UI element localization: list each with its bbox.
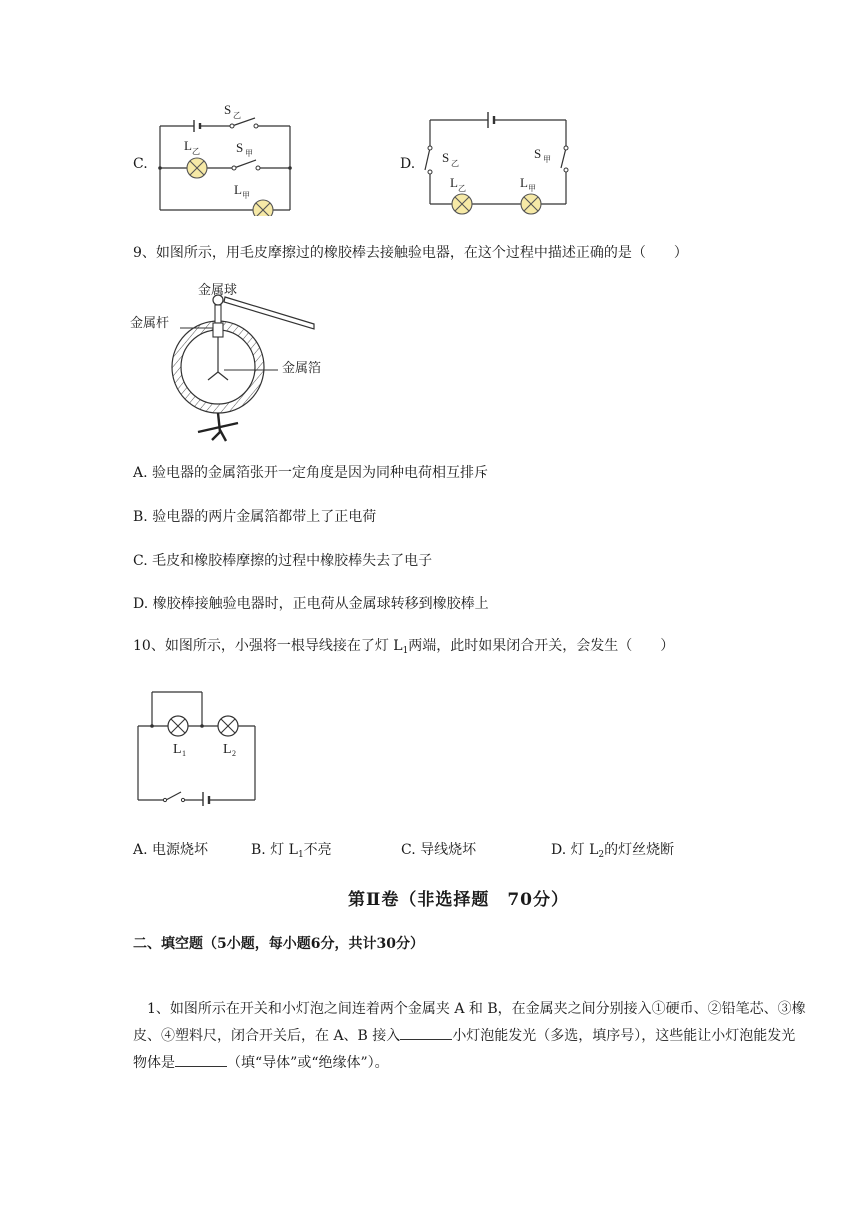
switch-label-s-jia-sub: 甲 <box>245 149 253 158</box>
lamp-label-l1: L <box>173 742 182 757</box>
lamp-label-l2: L <box>223 742 232 757</box>
lamp-label-l-yi: L <box>184 138 192 153</box>
switch-label-s-yi-sub: 乙 <box>233 111 241 120</box>
lamp-label-l-yi: L <box>450 175 458 190</box>
question-10-option-d: D. 灯 $L_2$的灯丝烧断 <box>551 842 675 860</box>
circuit-diagram-q10 <box>130 684 265 806</box>
lamp-label-l-jia: L <box>520 175 528 190</box>
circuit-diagram-c <box>150 98 300 216</box>
option-c-label: C. <box>133 156 148 172</box>
lamp-l2-icon <box>218 716 238 736</box>
answer-blank-1[interactable] <box>400 1025 452 1040</box>
circuit-diagram-d <box>420 104 580 220</box>
section-title: 第Ⅱ卷（非选择题 70分） <box>348 890 569 910</box>
lamp-label-l-jia-sub: 甲 <box>242 191 250 200</box>
question-9-stem: 9、如图所示，用毛皮摩擦过的橡胶棒去接触验电器，在这个过程中描述正确的是（ ） <box>133 245 688 261</box>
question-10-stem: 10、如图所示，小强将一根导线接在了灯 $L_1$两端，此时如果闭合开关，会发生（ ） <box>133 638 675 656</box>
question-10-option-c: C. 导线烧坏 <box>401 842 477 858</box>
switch-label-s-yi: S <box>224 102 232 117</box>
lamp-icon <box>521 194 541 214</box>
question-9-option-b: B. 验电器的两片金属箔都带上了正电荷 <box>133 509 377 525</box>
lamp-label-l-yi-sub: 乙 <box>458 184 466 193</box>
lamp-label-l2-sub: 2 <box>232 749 236 758</box>
question-9-option-c: C. 毛皮和橡胶棒摩擦的过程中橡胶棒失去了电子 <box>133 553 433 569</box>
switch-label-s-jia: S <box>534 146 542 161</box>
switch-label-s-yi: S <box>442 150 450 165</box>
lamp-icon <box>452 194 472 214</box>
lamp-l1-icon <box>168 716 188 736</box>
switch-label-s-jia: S <box>236 140 244 155</box>
lamp-label-l-yi-sub: 乙 <box>192 147 200 156</box>
switch-label-s-jia-sub: 甲 <box>543 155 551 164</box>
label-metal-foil: 金属箔 <box>282 360 322 375</box>
question-10-option-b: B. 灯 $L_1$不亮 <box>251 842 332 860</box>
lamp-icon <box>253 200 273 216</box>
answer-blank-2[interactable] <box>175 1052 227 1067</box>
lamp-icon <box>187 158 207 178</box>
fill-question-1: 1、如图所示在开关和小灯泡之间连着两个金属夹 A 和 B，在金属夹之间分别接入①硬币、②铅笔芯、③橡皮、④塑料尺，闭合开关后，在 A、B 接入 小灯泡能发光（多选，填序号），这些能让小灯泡能发光物体是 （填“导体”或“绝缘体”）。 <box>133 1001 806 1071</box>
section-heading: 二、填空题（5小题，每小题6分，共计30分） <box>133 936 424 952</box>
question-9-option-a: A. 验电器的金属箔张开一定角度是因为同种电荷相互排斥 <box>133 465 489 481</box>
label-metal-rod: 金属杆 <box>130 315 170 330</box>
lamp-label-l-jia-sub: 甲 <box>528 184 536 193</box>
label-metal-ball: 金属球 <box>198 282 238 297</box>
question-9-option-d: D. 橡胶棒接触验电器时，正电荷从金属球转移到橡胶棒上 <box>133 596 489 612</box>
lamp-label-l-jia: L <box>234 182 242 197</box>
switch-label-s-yi-sub: 乙 <box>451 159 459 168</box>
electroscope-diagram <box>128 280 328 445</box>
option-d-label: D. <box>400 156 416 172</box>
question-10-option-a: A. 电源烧坏 <box>133 842 209 858</box>
lamp-label-l1-sub: 1 <box>182 749 186 758</box>
